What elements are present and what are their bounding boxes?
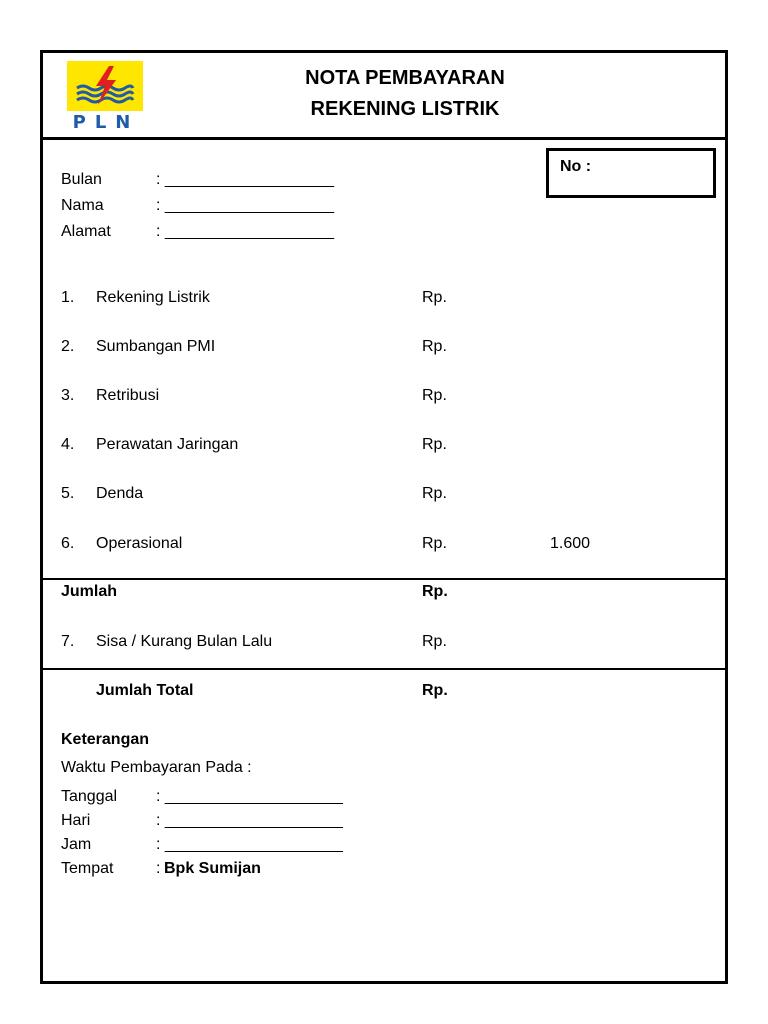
item-label: Operasional — [96, 535, 183, 552]
item-currency: Rp. — [422, 535, 447, 552]
field-value-tempat: Bpk Sumijan — [164, 860, 261, 877]
divider-line — [43, 668, 725, 670]
item-currency: Rp. — [422, 436, 447, 453]
field-label-tanggal: Tanggal — [61, 788, 118, 805]
item-currency: Rp. — [422, 338, 447, 355]
item-label: Denda — [96, 485, 144, 502]
keterangan-heading: Keterangan — [61, 731, 150, 748]
item-label: Retribusi — [96, 387, 160, 404]
item-number: 5. — [61, 485, 75, 502]
field-value-tanggal: : ____________________ — [156, 788, 343, 805]
item-number: 6. — [61, 535, 75, 552]
title-line-2: REKENING LISTRIK — [310, 98, 500, 120]
field-value-nama: : ___________________ — [156, 197, 334, 214]
jumlah-currency: Rp. — [422, 583, 448, 600]
item-number: 3. — [61, 387, 75, 404]
pln-logo — [67, 61, 143, 133]
document-header — [43, 53, 725, 140]
number-label: No : — [560, 158, 592, 175]
item-number: 7. — [61, 633, 75, 650]
field-label-nama: Nama — [61, 197, 104, 214]
field-label-alamat: Alamat — [61, 223, 111, 240]
pln-logo-emblem — [67, 61, 143, 111]
number-box — [546, 148, 716, 198]
item-amount: 1.600 — [550, 535, 591, 552]
field-value-alamat: : ___________________ — [156, 223, 334, 240]
item-number: 4. — [61, 436, 75, 453]
document-title — [223, 63, 587, 125]
divider-line — [43, 578, 725, 580]
item-number: 1. — [61, 289, 75, 306]
item-currency: Rp. — [422, 485, 447, 502]
field-label-hari: Hari — [61, 812, 91, 829]
item-label: Rekening Listrik — [96, 289, 210, 306]
keterangan-subtitle: Waktu Pembayaran Pada : — [61, 759, 252, 776]
pln-logo-text: PLN — [72, 112, 140, 133]
item-number: 2. — [61, 338, 75, 355]
item-label: Perawatan Jaringan — [96, 436, 239, 453]
field-label-tempat: Tempat — [61, 860, 114, 877]
field-colon-tempat: : — [156, 860, 161, 877]
jumlah-total-currency: Rp. — [422, 682, 448, 699]
field-label-bulan: Bulan — [61, 171, 102, 188]
payment-note — [40, 50, 728, 984]
item-currency: Rp. — [422, 633, 447, 650]
jumlah-label: Jumlah — [61, 583, 118, 600]
field-label-jam: Jam — [61, 836, 92, 853]
item-label: Sisa / Kurang Bulan Lalu — [96, 633, 273, 650]
field-value-hari: : ____________________ — [156, 812, 343, 829]
jumlah-total-label: Jumlah Total — [96, 682, 194, 699]
item-currency: Rp. — [422, 387, 447, 404]
field-value-bulan: : ___________________ — [156, 171, 334, 188]
item-label: Sumbangan PMI — [96, 338, 216, 355]
title-line-1: NOTA PEMBAYARAN — [305, 67, 505, 89]
item-currency: Rp. — [422, 289, 447, 306]
field-value-jam: : ____________________ — [156, 836, 343, 853]
